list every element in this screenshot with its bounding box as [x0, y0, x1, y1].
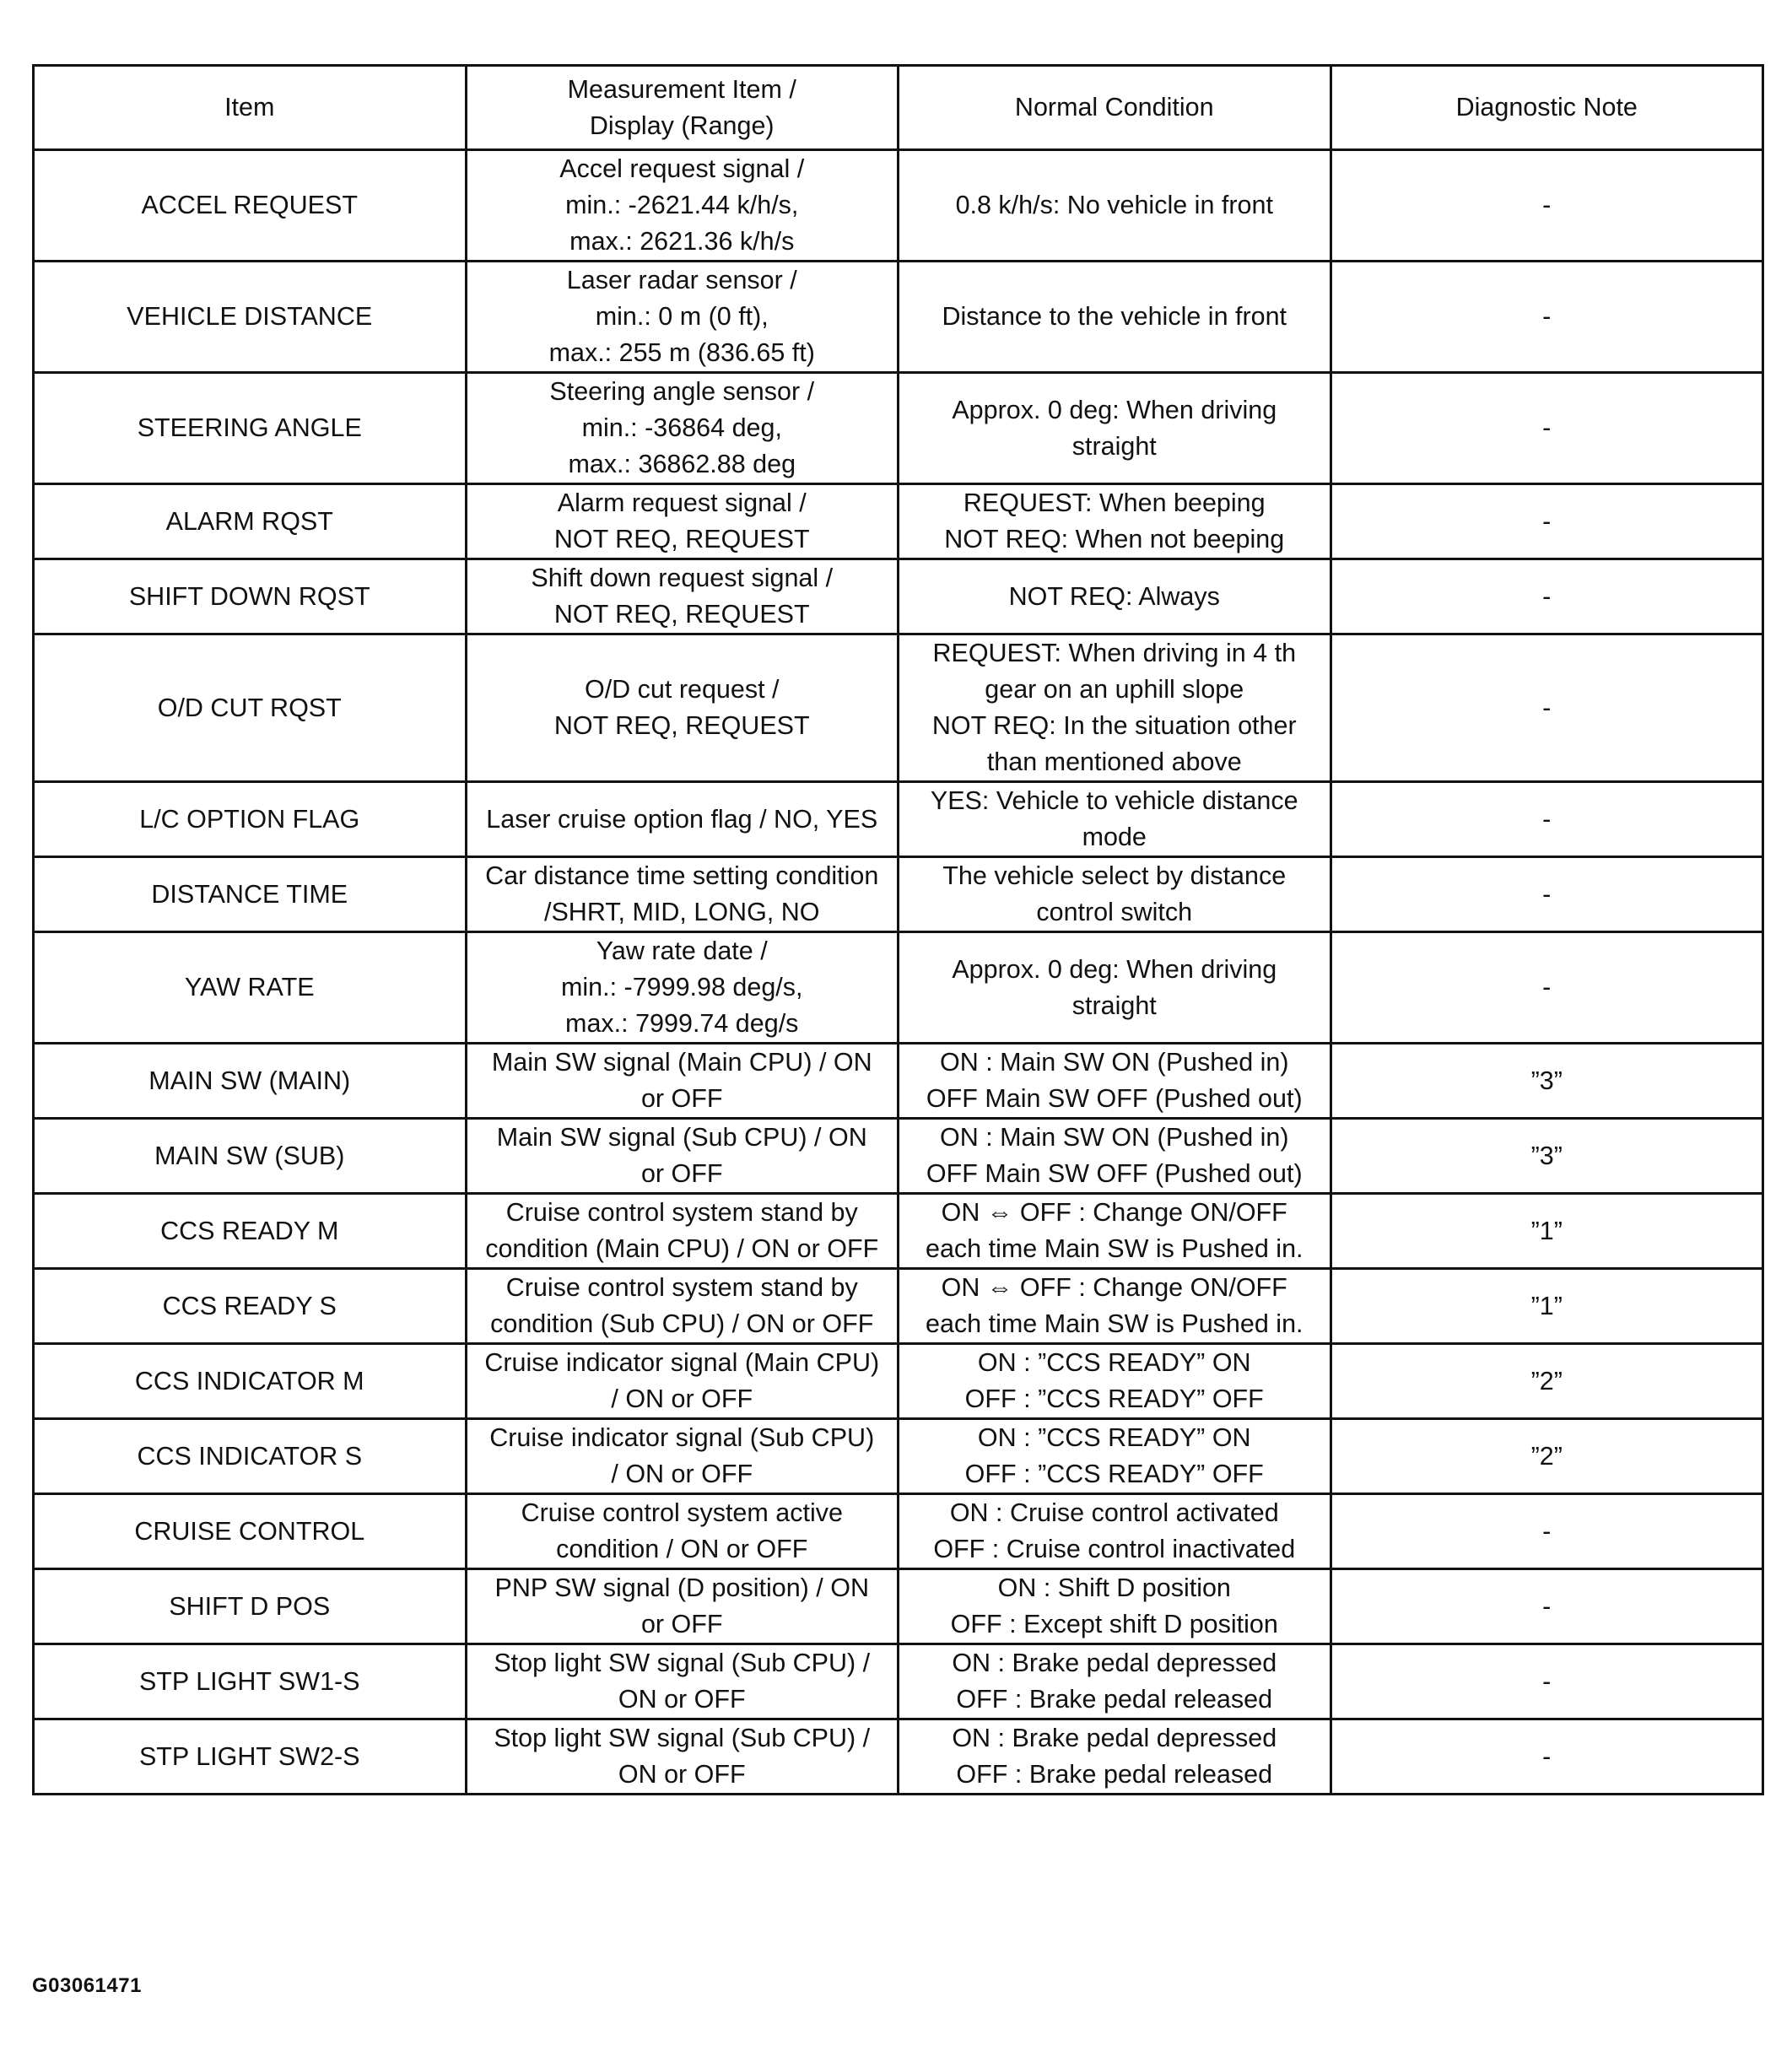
cell-measurement-item: Stop light SW signal (Sub CPU) / ON or OFF [466, 1644, 899, 1719]
cell-normal-condition: Distance to the vehicle in front [899, 262, 1331, 373]
data-monitor-table [32, 64, 1764, 1795]
cell-item: MAIN SW (MAIN) [34, 1044, 467, 1119]
cell-normal-condition: Approx. 0 deg: When driving straight [899, 932, 1331, 1044]
cell-item: CRUISE CONTROL [34, 1494, 467, 1569]
cell-item: DISTANCE TIME [34, 857, 467, 932]
cell-item: ACCEL REQUEST [34, 150, 467, 262]
cell-diagnostic-note: - [1331, 559, 1763, 634]
table-row [34, 484, 1763, 559]
cell-diagnostic-note: - [1331, 150, 1763, 262]
cell-normal-condition: ON : ”CCS READY” ON OFF : ”CCS READY” OFF [899, 1344, 1331, 1419]
cell-normal-condition: REQUEST: When beeping NOT REQ: When not beeping [899, 484, 1331, 559]
cell-normal-condition: ON : Cruise control activated OFF : Cruise control inactivated [899, 1494, 1331, 1569]
cell-item: STEERING ANGLE [34, 373, 467, 484]
table-row [34, 1719, 1763, 1795]
table-row [34, 1494, 1763, 1569]
cell-diagnostic-note: ”1” [1331, 1269, 1763, 1344]
table-row [34, 262, 1763, 373]
cell-diagnostic-note: - [1331, 262, 1763, 373]
cell-measurement-item: Steering angle sensor / min.: -36864 deg, max.: 36862.88 deg [466, 373, 899, 484]
cell-normal-condition: 0.8 k/h/s: No vehicle in front [899, 150, 1331, 262]
cell-item: CCS INDICATOR S [34, 1419, 467, 1494]
cell-item: SHIFT DOWN RQST [34, 559, 467, 634]
cell-normal-condition: ON : ”CCS READY” ON OFF : ”CCS READY” OFF [899, 1419, 1331, 1494]
cell-item: STP LIGHT SW1-S [34, 1644, 467, 1719]
table-header [34, 66, 1763, 150]
table-row [34, 1044, 1763, 1119]
cell-diagnostic-note: - [1331, 1569, 1763, 1644]
cell-diagnostic-note: - [1331, 373, 1763, 484]
cell-diagnostic-note: ”3” [1331, 1119, 1763, 1194]
cell-normal-condition: Approx. 0 deg: When driving straight [899, 373, 1331, 484]
cell-normal-condition: ON : Brake pedal depressed OFF : Brake pedal released [899, 1719, 1331, 1795]
cell-normal-condition: ON : Main SW ON (Pushed in) OFF Main SW OFF (Pushed out) [899, 1044, 1331, 1119]
cell-diagnostic-note: - [1331, 1719, 1763, 1795]
cell-normal-condition: The vehicle select by distance control switch [899, 857, 1331, 932]
header-row [34, 66, 1763, 150]
cell-diagnostic-note: ”3” [1331, 1044, 1763, 1119]
cell-measurement-item: Stop light SW signal (Sub CPU) / ON or OFF [466, 1719, 899, 1795]
table-row [34, 559, 1763, 634]
table-row [34, 857, 1763, 932]
cell-diagnostic-note: - [1331, 932, 1763, 1044]
header-measurement-item: Measurement Item / Display (Range) [466, 66, 899, 150]
cell-normal-condition: ON ⇔ OFF : Change ON/OFF each time Main SW is Pushed in. [899, 1194, 1331, 1269]
cell-measurement-item: Laser radar sensor / min.: 0 m (0 ft), max.: 255 m (836.65 ft) [466, 262, 899, 373]
table-row [34, 1344, 1763, 1419]
cell-diagnostic-note: ”2” [1331, 1419, 1763, 1494]
cell-diagnostic-note: - [1331, 1644, 1763, 1719]
cell-item: YAW RATE [34, 932, 467, 1044]
cell-item: SHIFT D POS [34, 1569, 467, 1644]
cell-normal-condition: ON : Shift D position OFF : Except shift D position [899, 1569, 1331, 1644]
cell-measurement-item: Cruise indicator signal (Main CPU) / ON or OFF [466, 1344, 899, 1419]
cell-normal-condition: NOT REQ: Always [899, 559, 1331, 634]
cell-diagnostic-note: ”1” [1331, 1194, 1763, 1269]
cell-measurement-item: PNP SW signal (D position) / ON or OFF [466, 1569, 899, 1644]
cell-item: L/C OPTION FLAG [34, 782, 467, 857]
cell-item: MAIN SW (SUB) [34, 1119, 467, 1194]
cell-measurement-item: Cruise control system stand by condition (Main CPU) / ON or OFF [466, 1194, 899, 1269]
cell-item: VEHICLE DISTANCE [34, 262, 467, 373]
cell-normal-condition: ON ⇔ OFF : Change ON/OFF each time Main SW is Pushed in. [899, 1269, 1331, 1344]
cell-diagnostic-note: ”2” [1331, 1344, 1763, 1419]
cell-item: STP LIGHT SW2-S [34, 1719, 467, 1795]
table-row [34, 932, 1763, 1044]
cell-measurement-item: Laser cruise option flag / NO, YES [466, 782, 899, 857]
table-row [34, 150, 1763, 262]
cell-diagnostic-note: - [1331, 857, 1763, 932]
cell-measurement-item: Shift down request signal / NOT REQ, REQUEST [466, 559, 899, 634]
cell-measurement-item: O/D cut request / NOT REQ, REQUEST [466, 634, 899, 782]
header-normal-condition: Normal Condition [899, 66, 1331, 150]
cell-measurement-item: Main SW signal (Main CPU) / ON or OFF [466, 1044, 899, 1119]
table-row [34, 373, 1763, 484]
cell-measurement-item: Main SW signal (Sub CPU) / ON or OFF [466, 1119, 899, 1194]
cell-normal-condition: REQUEST: When driving in 4 th gear on an uphill slope NOT REQ: In the situation other than mentioned above [899, 634, 1331, 782]
table-row [34, 1269, 1763, 1344]
cell-diagnostic-note: - [1331, 1494, 1763, 1569]
cell-normal-condition: YES: Vehicle to vehicle distance mode [899, 782, 1331, 857]
cell-diagnostic-note: - [1331, 634, 1763, 782]
cell-measurement-item: Cruise indicator signal (Sub CPU) / ON or OFF [466, 1419, 899, 1494]
cell-measurement-item: Accel request signal / min.: -2621.44 k/h/s, max.: 2621.36 k/h/s [466, 150, 899, 262]
cell-normal-condition: ON : Main SW ON (Pushed in) OFF Main SW OFF (Pushed out) [899, 1119, 1331, 1194]
table-row [34, 1119, 1763, 1194]
table-row [34, 1194, 1763, 1269]
table-body [34, 150, 1763, 1795]
table-row [34, 1419, 1763, 1494]
table-row [34, 1569, 1763, 1644]
cell-diagnostic-note: - [1331, 782, 1763, 857]
cell-item: CCS READY S [34, 1269, 467, 1344]
header-item: Item [34, 66, 467, 150]
header-diagnostic-note: Diagnostic Note [1331, 66, 1763, 150]
cell-measurement-item: Yaw rate date / min.: -7999.98 deg/s, max.: 7999.74 deg/s [466, 932, 899, 1044]
cell-diagnostic-note: - [1331, 484, 1763, 559]
table-row [34, 634, 1763, 782]
cell-item: CCS READY M [34, 1194, 467, 1269]
cell-measurement-item: Cruise control system stand by condition (Sub CPU) / ON or OFF [466, 1269, 899, 1344]
table-row [34, 782, 1763, 857]
cell-measurement-item: Alarm request signal / NOT REQ, REQUEST [466, 484, 899, 559]
cell-item: CCS INDICATOR M [34, 1344, 467, 1419]
figure-id: G03061471 [32, 1974, 142, 1997]
table-row [34, 1644, 1763, 1719]
cell-item: O/D CUT RQST [34, 634, 467, 782]
cell-measurement-item: Cruise control system active condition / ON or OFF [466, 1494, 899, 1569]
cell-measurement-item: Car distance time setting condition /SHRT, MID, LONG, NO [466, 857, 899, 932]
cell-item: ALARM RQST [34, 484, 467, 559]
cell-normal-condition: ON : Brake pedal depressed OFF : Brake pedal released [899, 1644, 1331, 1719]
